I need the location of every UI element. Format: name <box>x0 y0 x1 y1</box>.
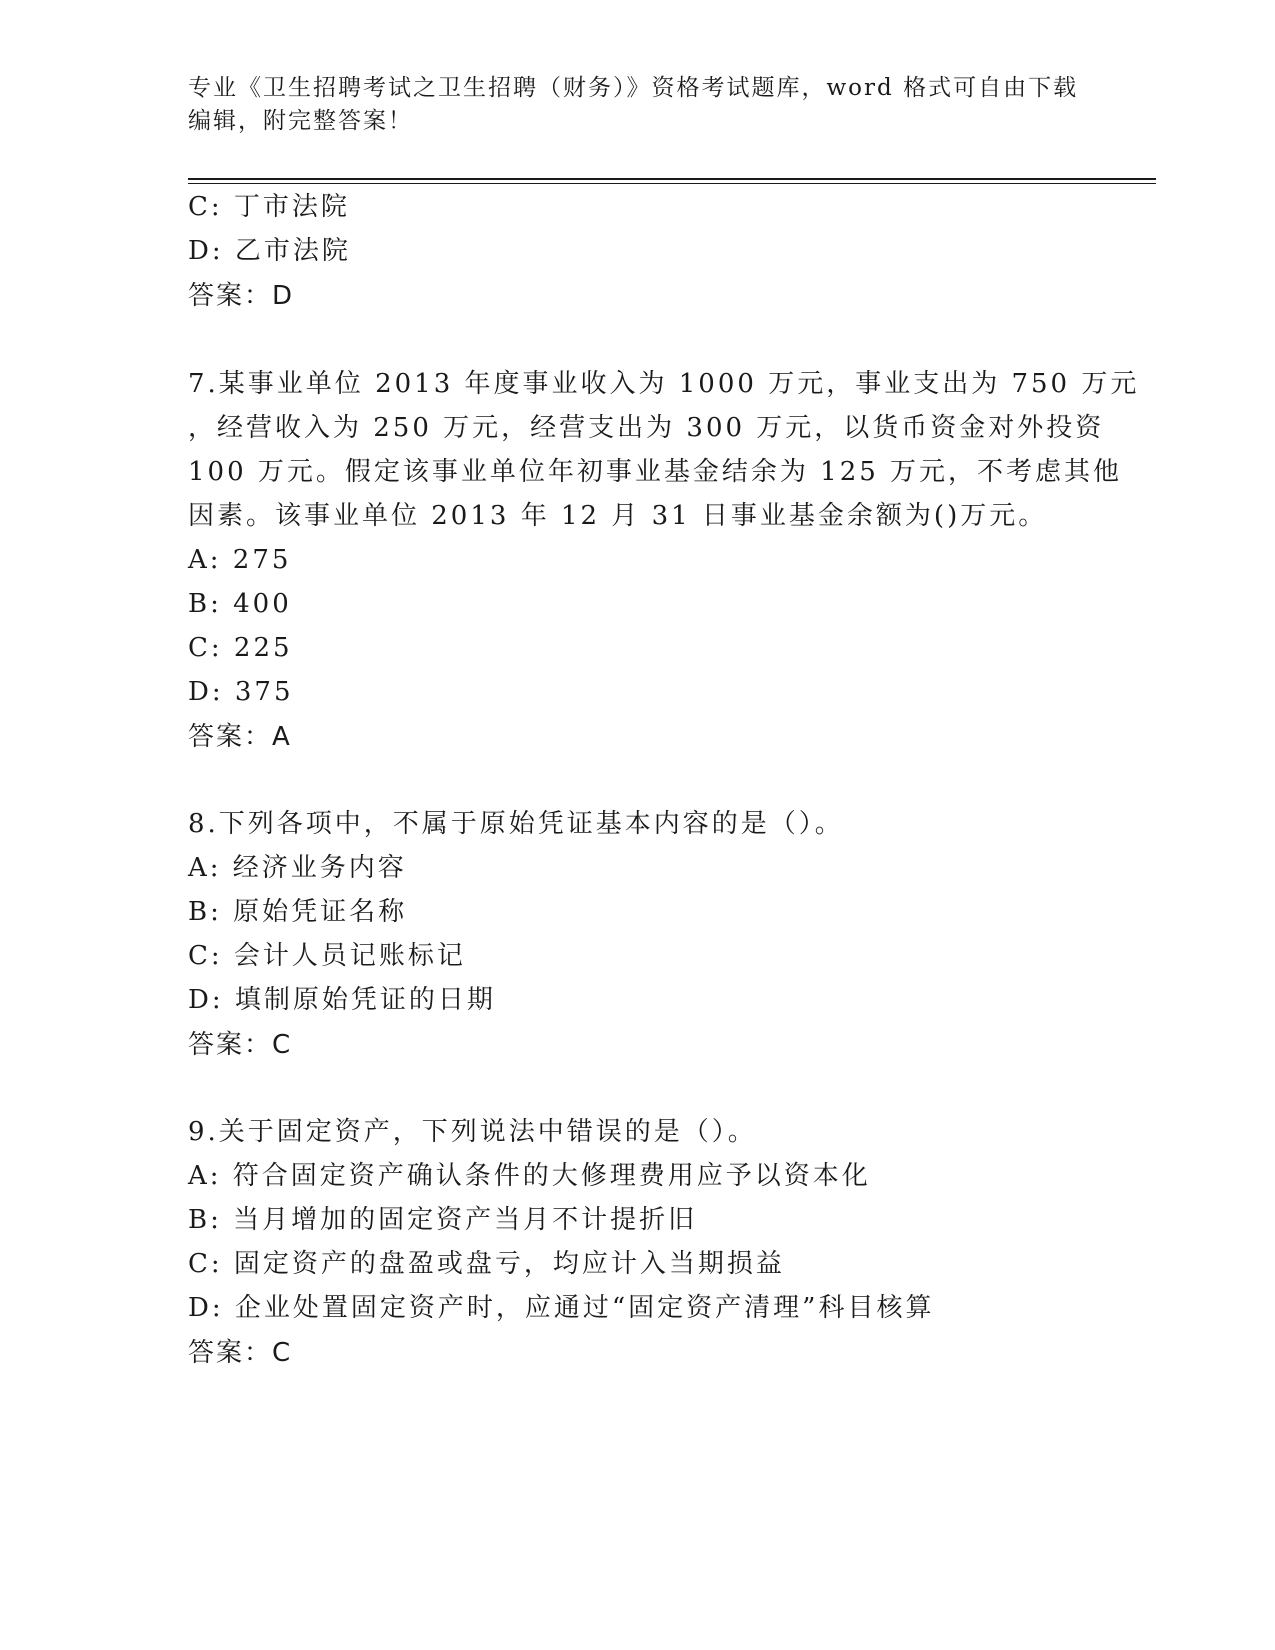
q7-stem-line-1: 7.某事业单位 2013 年度事业收入为 1000 万元，事业支出为 750 万元 <box>188 369 1140 399</box>
q7-stem-line-2: ，经营收入为 250 万元，经营支出为 300 万元，以货币资金对外投资 <box>188 413 1105 443</box>
q9-option-b: B: 当月增加的固定资产当月不计提折旧 <box>188 1205 698 1235</box>
page-header <box>188 72 1088 138</box>
q8-option-d: D: 填制原始凭证的日期 <box>188 985 496 1015</box>
q9-option-a: A: 符合固定资产确认条件的大修理费用应予以资本化 <box>188 1161 871 1191</box>
prev-answer: 答案：D <box>188 281 295 311</box>
q9-stem: 9.关于固定资产，下列说法中错误的是（）。 <box>188 1117 757 1147</box>
q8-option-b: B: 原始凭证名称 <box>188 897 408 927</box>
q8-option-c: C: 会计人员记账标记 <box>188 941 466 971</box>
q7-option-a: A: 275 <box>188 545 292 575</box>
q7-stem-line-3: 100 万元。假定该事业单位年初事业基金结余为 125 万元，不考虑其他 <box>188 457 1123 487</box>
header-line-2: 编辑，附完整答案！ <box>188 108 413 134</box>
q9-option-c: C: 固定资产的盘盈或盘亏，均应计入当期损益 <box>188 1249 785 1279</box>
q8-option-a: A: 经济业务内容 <box>188 853 407 883</box>
prev-option-d: D: 乙市法院 <box>188 236 351 266</box>
q8-answer: 答案：C <box>188 1030 293 1060</box>
q7-answer: 答案：A <box>188 722 292 752</box>
q7-option-b: B: 400 <box>188 589 292 619</box>
q7-option-d: D: 375 <box>188 677 294 707</box>
q7-stem-line-4: 因素。该事业单位 2013 年 12 月 31 日事业基金余额为()万元。 <box>188 501 1048 531</box>
prev-option-c: C: 丁市法院 <box>188 192 350 222</box>
q8-stem: 8.下列各项中，不属于原始凭证基本内容的是（）。 <box>188 809 844 839</box>
header-rule-thick <box>188 178 1156 180</box>
header-line-1: 专业《卫生招聘考试之卫生招聘（财务）》资格考试题库，word 格式可自由下载 <box>188 75 1079 101</box>
q9-answer: 答案：C <box>188 1338 293 1368</box>
q7-option-c: C: 225 <box>188 633 293 663</box>
header-rule-thin <box>188 183 1156 184</box>
q9-option-d: D: 企业处置固定资产时，应通过“固定资产清理”科目核算 <box>188 1293 935 1323</box>
